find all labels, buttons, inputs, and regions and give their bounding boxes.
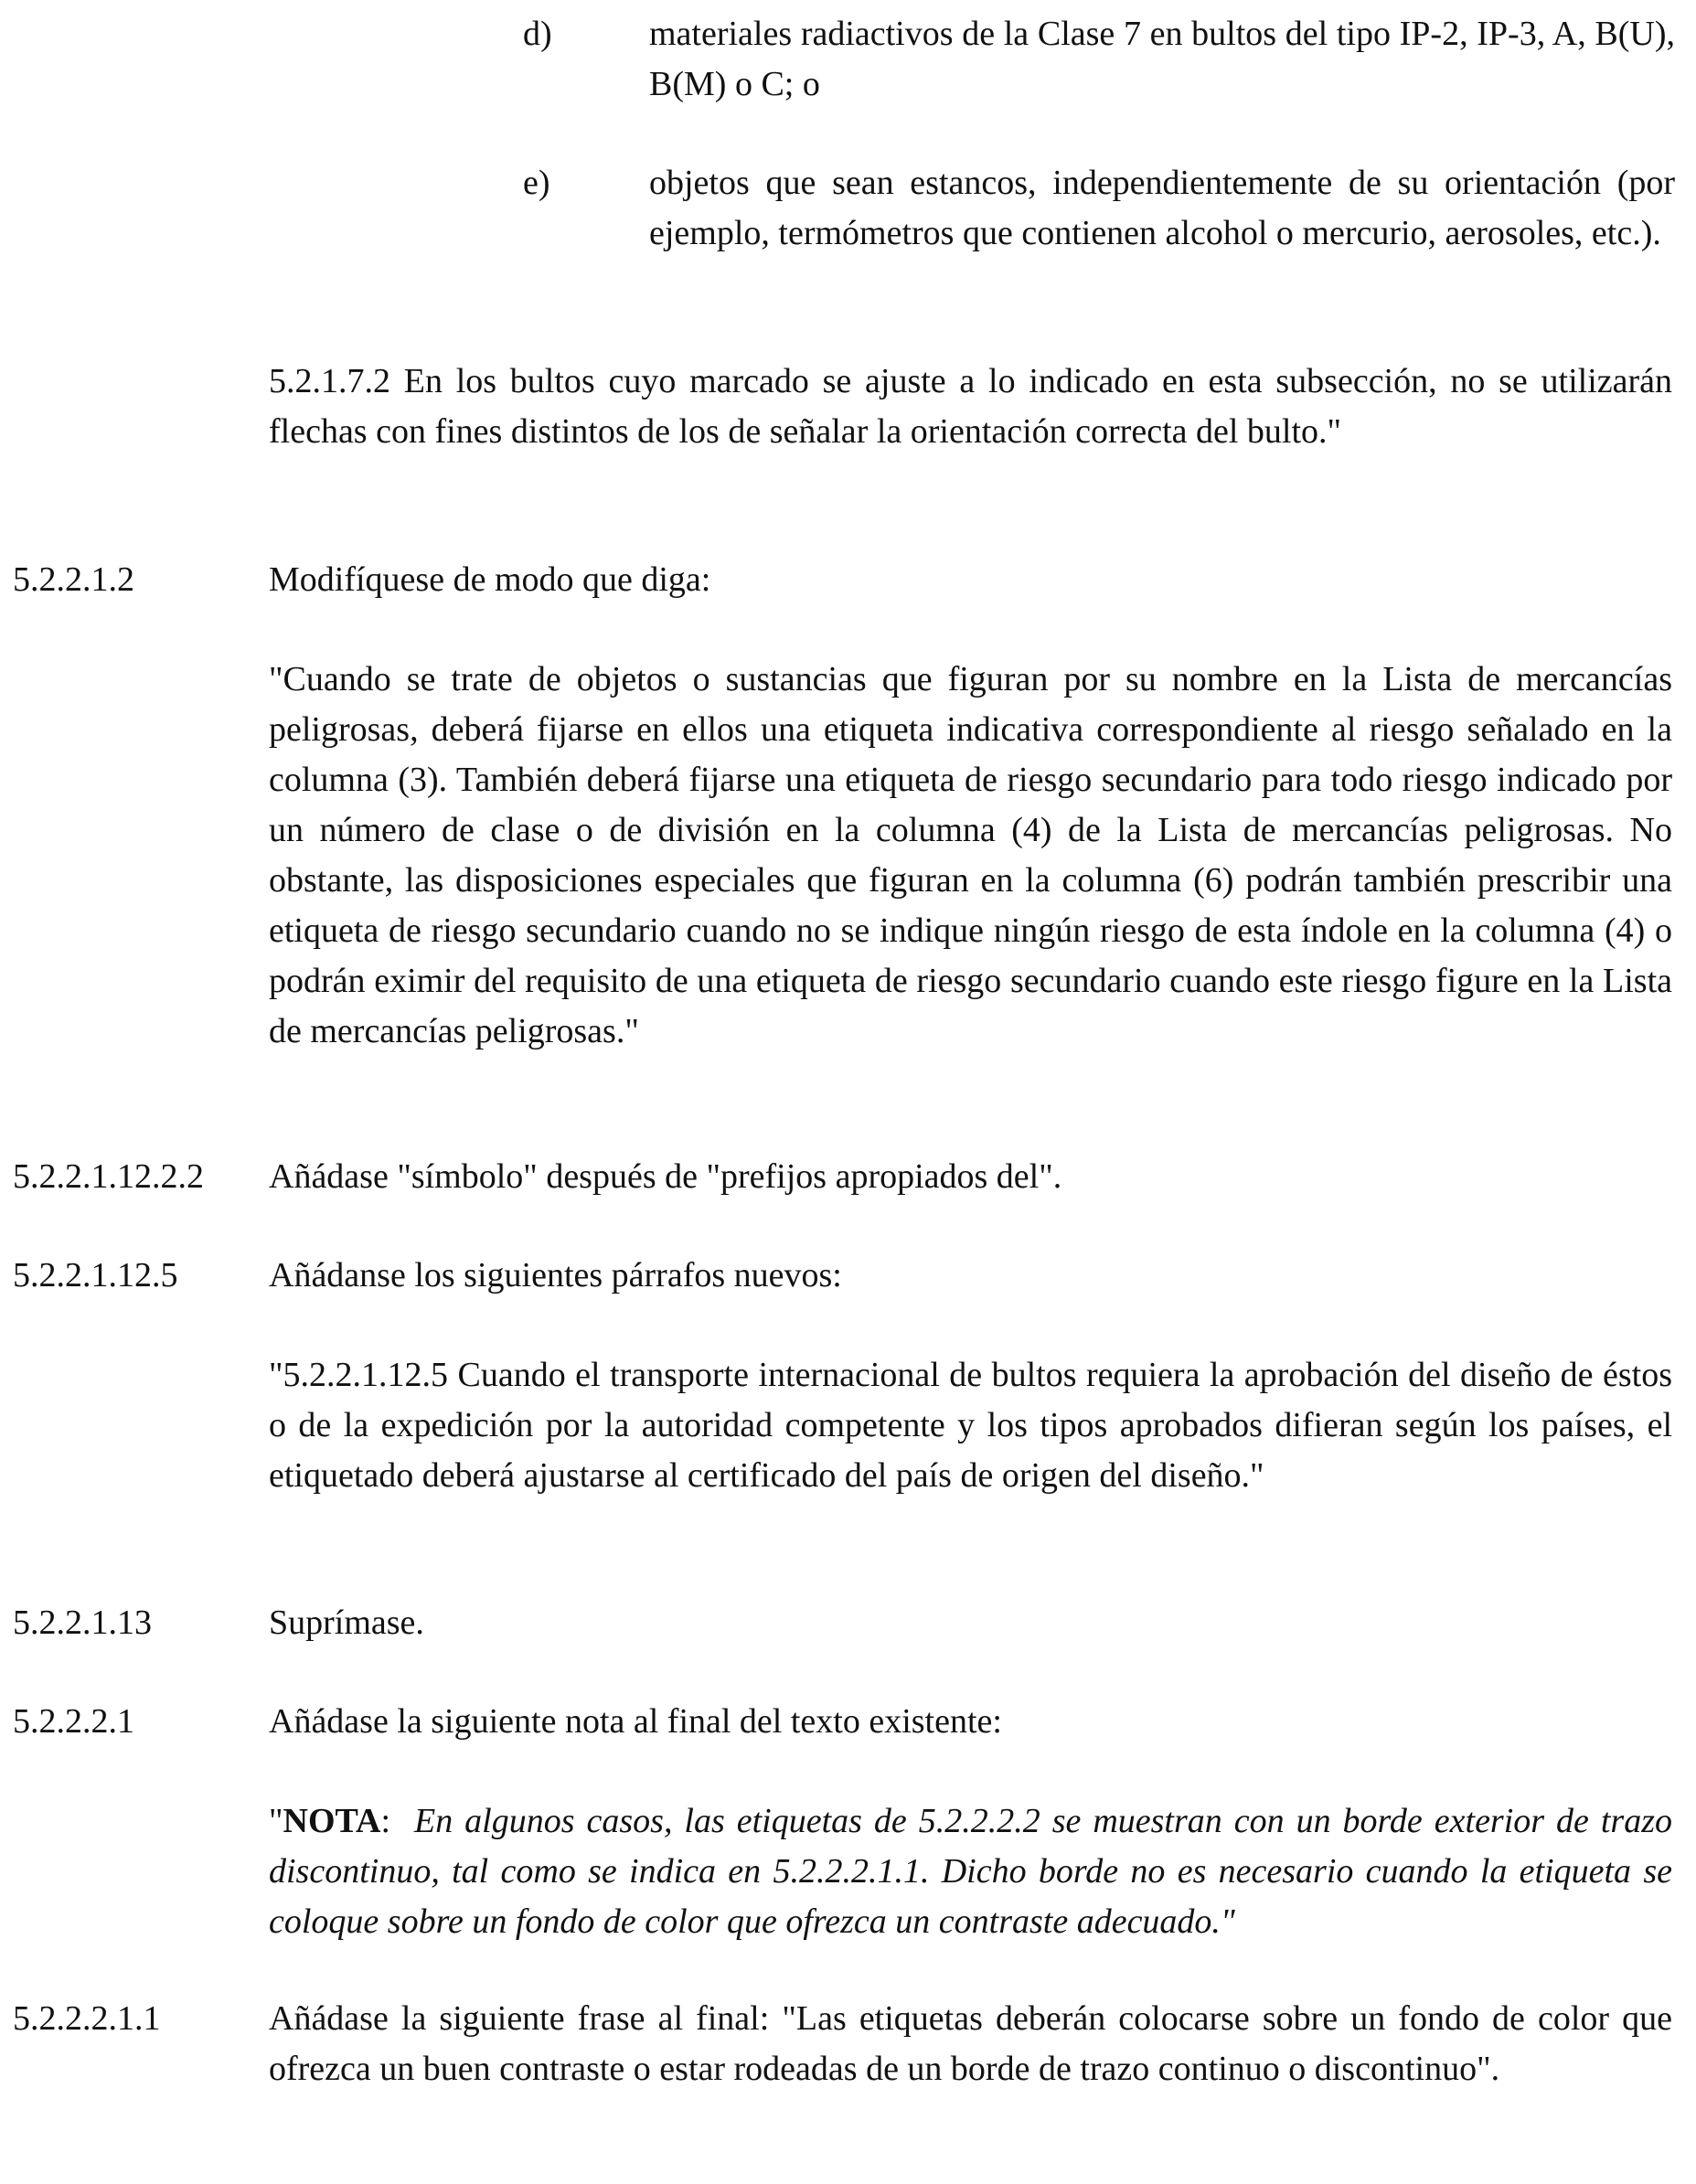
section-body-5-2-2-1-12-5: "5.2.2.1.12.5 Cuando el transporte internacional de bultos requiera la aprobación del diseño de éstos o de la expedición por la autoridad competente y los tipos aprobados difieran según los países, el etiquetado deberá ajustarse al certificado del país de origen del diseño." (269, 1356, 1672, 1495)
section-heading: Añádase "símbolo" después de "prefijos apropiados del". (269, 1157, 1062, 1196)
section-heading: Suprímase. (269, 1603, 424, 1642)
paragraph-5-2-1-7-2: 5.2.1.7.2 En los bultos cuyo marcado se ajuste a lo indicado en esta subsección, no se utilizarán flechas con fines distintos de los de señalar la orientación correcta del bulto." (269, 362, 1672, 451)
nota-text: En algunos casos, las etiquetas de 5.2.2.2.2 se muestran con un borde exterior de trazo discontinuo, tal como se indica en 5.2.2.2.1.1. Dicho borde no es necesario cuando la etiqueta se coloque sobre un fondo de color que ofrezca un contraste adecuado." (269, 1802, 1673, 1941)
section-number: 5.2.2.2.1 (13, 1702, 134, 1741)
section-number: 5.2.2.1.12.2.2 (13, 1157, 204, 1196)
section-heading: Añádase la siguiente nota al final del texto existente: (269, 1702, 1002, 1741)
nota-colon: : (380, 1802, 391, 1840)
section-heading: Modifíquese de modo que diga: (269, 560, 711, 599)
nota-label: NOTA (283, 1802, 381, 1840)
section-number: 5.2.2.1.2 (13, 560, 134, 599)
section-heading: Añádanse los siguientes párrafos nuevos: (269, 1256, 842, 1294)
nota-open-quote: " (269, 1802, 283, 1840)
list-item-text: materiales radiactivos de la Clase 7 en bultos del tipo IP-2, IP-3, A, B(U), B(M) o C; o (649, 15, 1675, 103)
list-item-label: e) (523, 164, 550, 202)
section-body-5-2-2-1-2: "Cuando se trate de objetos o sustancias que figuran por su nombre en la Lista de mercancías peligrosas, deberá fijarse en ellos una etiqueta indicativa correspondiente al riesgo señalado en la columna (3). También deberá fijarse una etiqueta de riesgo secundario para todo riesgo indicado por un número de clase o de división en la columna (4) de la Lista de mercancías peligrosas. No obstante, las disposiciones especiales que figuran en la columna (6) podrán también prescribir una etiqueta de riesgo secundario cuando no se indique ningún riesgo de esta índole en la columna (4) o podrán eximir del requisito de una etiqueta de riesgo secundario cuando este riesgo figure en la Lista de mercancías peligrosas." (269, 660, 1672, 1050)
section-number: 5.2.2.2.1.1 (13, 1999, 161, 2038)
section-heading: Añádase la siguiente frase al final: "Las etiquetas deberán colocarse sobre un fondo de color que ofrezca un buen contraste o estar rodeadas de un borde de trazo continuo o discontinuo". (269, 1999, 1672, 2088)
list-item-label: d) (523, 15, 552, 53)
list-item-text: objetos que sean estancos, independientemente de su orientación (por ejemplo, termómetros que contienen alcohol o mercurio, aerosoles, etc.). (649, 164, 1675, 252)
section-number: 5.2.2.1.12.5 (13, 1256, 178, 1294)
nota-paragraph (269, 1796, 1672, 1947)
section-number: 5.2.2.1.13 (13, 1603, 152, 1642)
